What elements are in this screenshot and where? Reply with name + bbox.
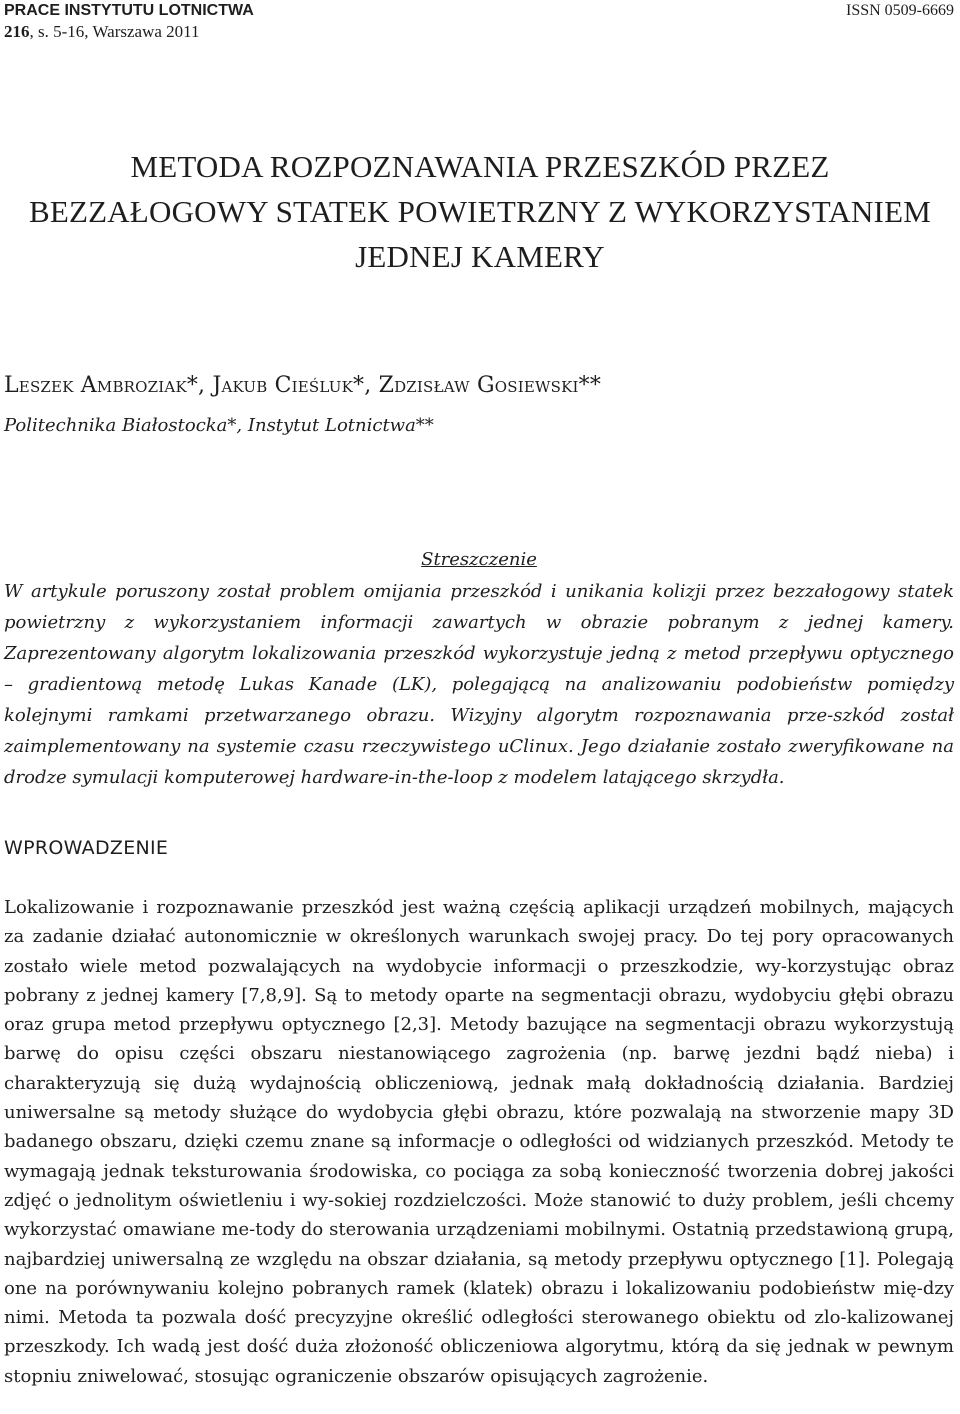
section-heading: WPROWADZENIE [4, 837, 169, 859]
abstract-heading: Streszczenie [421, 549, 537, 570]
issue-info [4, 21, 200, 43]
title-line: JEDNEJ KAMERY [355, 239, 605, 274]
journal-name: PRACE INSTYTUTU LOTNICTWA [4, 2, 254, 19]
author-list: Leszek Ambroziak*, Jakub Cieśluk*, Zdzisław Gosiewski** [4, 373, 602, 398]
issue-pages-place-year: , s. 5-16, Warszawa 2011 [29, 22, 200, 41]
title-line: METODA ROZPOZNAWANIA PRZESZKÓD PRZEZ [130, 149, 830, 184]
title-line: BEZZAŁOGOWY STATEK POWIETRZNY Z WYKORZYSTANIEM [29, 194, 931, 229]
affiliations: Politechnika Białostocka*, Instytut Lotnictwa** [4, 415, 434, 436]
body-paragraph: Lokalizowanie i rozpoznawanie przeszkód jest ważną częścią aplikacji urządzeń mobilnych, mających za zadanie działać autonomicznie w określonych warunkach swojej pracy. Do tej pory opracowanych zostało wiele metod pozwalających na wydobycie informacji o przeszkodzie, wy-korzystując obraz pobrany z jednej kamery [7,8,9]. Są to metody oparte na segmentacji obrazu, wydobyciu głębi obrazu oraz grupa metod przepływu optycznego [2,3]. Metody bazujące na segmentacji obrazu wykorzystują barwę do opisu części obszaru niestanowiącego zagrożenia (np. barwę jezdni bądź nieba) i charakteryzują się dużą wydajnością obliczeniową, jednak małą dokładnością działania. Bardziej uniwersalne są metody służące do wydobycia głębi obrazu, które pozwalają na stworzenie mapy 3D badanego obszaru, dzięki czemu znane są informacje o odległości od widzianych przeszkód. Metody te wymagają jednak teksturowania środowiska, co pociąga za sobą konieczność tworzenia dobrej jakości zdjęć o jednolitym oświetleniu i wy-sokiej rozdzielczości. Może stanowić to duży problem, jeśli chcemy wykorzystać omawiane me-tody do sterowania urządzeniami mobilnymi. Ostatnią przedstawioną grupą, najbardziej uniwersalną ze względu na obszar działania, są metody przepływu optycznego [1]. Polegają one na porównywaniu kolejno pobranych ramek (klatek) obrazu i lokalizowaniu podobieństw mię-dzy nimi. Metoda ta pozwala dość precyzyjne określić odległości sterowanego obiektu od zlo-kalizowanej przeszkody. Ich wadą jest dość duża złożoność obliczeniowa algorytmu, którą da się jednak w pewnym stopniu zniwelować, stosując ograniczenie obszarów opisujących zagrożenie. [4, 897, 954, 1387]
issn: ISSN 0509-6669 [845, 2, 954, 19]
paper-title [0, 144, 960, 279]
abstract-text: W artykule poruszony został problem omijania przeszkód i unikania kolizji przez bezzałogowy statek powietrzny z wykorzystaniem informacji zawartych w obrazie pobranym z jednej kamery. Zaprezentowany algorytm lokalizowania przeszkód wykorzystuje jedną z metod przepływu optycznego – gradientową metodę Lukas Kanade (LK), polegającą na analizowaniu podobieństw pomiędzy kolejnymi ramkami przetwarzanego obrazu. Wizyjny algorytm rozpoznawania prze-szkód został zaimplementowany na systemie czasu rzeczywistego uClinux. Jego działanie zostało zweryfikowane na drodze symulacji komputerowej hardware-in-the-loop z modelem latającego skrzydła. [4, 581, 954, 788]
abstract [4, 544, 954, 793]
issue-number: 216 [4, 22, 30, 41]
